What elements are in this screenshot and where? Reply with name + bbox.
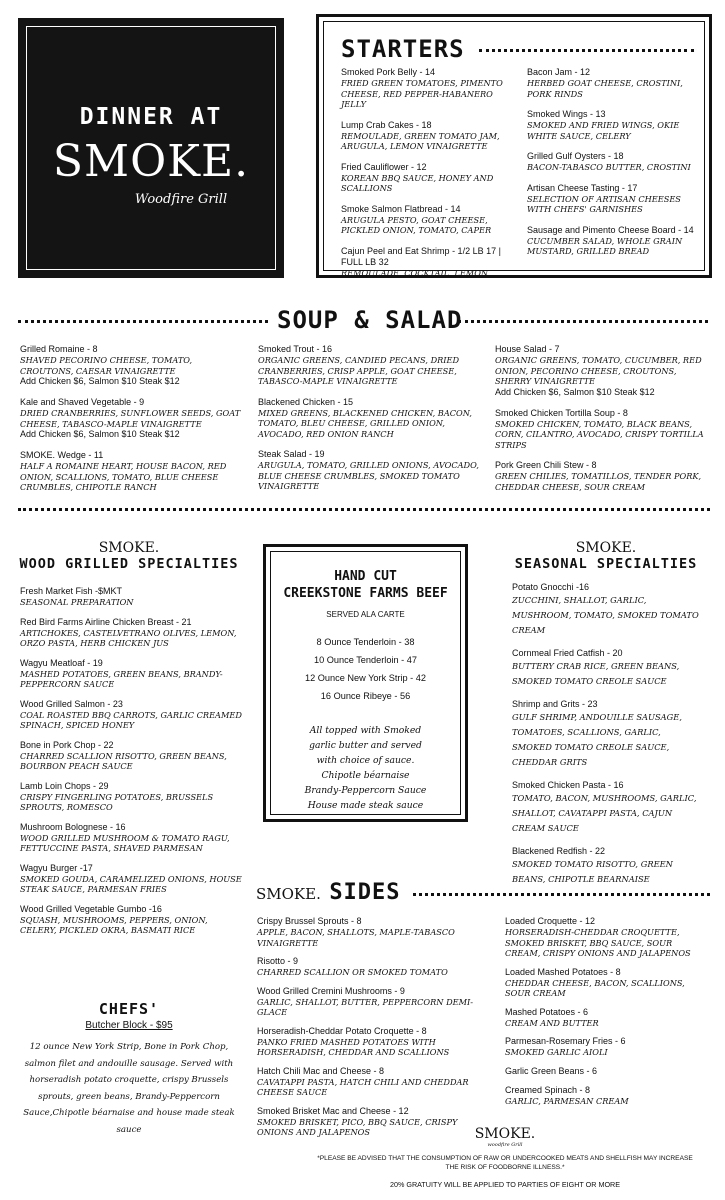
- menu-item-description: SHAVED PECORINO CHEESE, TOMATO, CROUTONS, CAESAR VINAIGRETTE: [20, 355, 193, 376]
- menu-item-name: Smoked Chicken Pasta - 16: [512, 780, 624, 790]
- menu-item: [527, 225, 697, 257]
- menu-item-description: CUCUMBER SALAD, WHOLE GRAIN MUSTARD, GRILLED BREAD: [527, 235, 683, 256]
- beef-note-line: All topped with Smoked: [309, 725, 422, 736]
- beef-title-2: CREEKSTONE FARMS BEEF: [283, 586, 448, 601]
- menu-item: [20, 781, 242, 813]
- seasonal-title: SEASONAL SPECIALTIES: [514, 556, 698, 572]
- sides-brand: SMOKE.: [256, 885, 321, 903]
- menu-item-description: MIXED GREENS, BLACKENED CHICKEN, BACON, TOMATO, BLEU CHEESE, GRILLED ONION, AVOCADO, RED ONION RANCH: [258, 407, 472, 439]
- menu-item-name: Red Bird Farms Airline Chicken Breast - 21: [20, 616, 192, 627]
- menu-item-name: Loaded Croquette - 12: [505, 916, 596, 926]
- footer: [300, 1126, 710, 1189]
- menu-item: [20, 658, 242, 690]
- menu-item: [257, 916, 487, 948]
- menu-item: [512, 846, 702, 887]
- chefs-subtitle: Butcher Block - $95: [85, 1020, 173, 1031]
- menu-item: [512, 648, 702, 689]
- menu-item-name: Smoke Salmon Flatbread - 14: [341, 203, 461, 214]
- menu-item-name: Wood Grilled Cremini Mushrooms - 9: [257, 985, 405, 996]
- menu-item-name: Bacon Jam - 12: [527, 67, 591, 77]
- menu-item-description: ORGANIC GREENS, TOMATO, CUCUMBER, RED ONION, PECORINO CHEESE, CROUTONS, SHERRY VINAIGRETTE: [495, 355, 702, 386]
- menu-item-description: BUTTERY CRAB RICE, GREEN BEANS, SMOKED TOMATO CREOLE SAUCE: [512, 661, 680, 686]
- menu-item: [257, 1026, 487, 1058]
- menu-item-name: Lump Crab Cakes - 18: [341, 119, 432, 130]
- beef-cut: 10 Ounce Tenderloin - 47: [313, 655, 417, 665]
- seasonal-header: [500, 540, 712, 572]
- menu-item-name: Smoked Brisket Mac and Cheese - 12: [257, 1105, 409, 1116]
- chefs-title: CHEFS': [98, 1000, 160, 1018]
- menu-item-description: GREEN CHILIES, TOMATILLOS, TENDER PORK, CHEDDAR CHEESE, SOUR CREAM: [495, 471, 702, 492]
- menu-item: [341, 162, 506, 194]
- menu-item: [505, 1066, 710, 1077]
- beef-served: SERVED ALA CARTE: [326, 610, 405, 619]
- menu-item-name: Fresh Market Fish -$MKT: [20, 586, 123, 596]
- beef-note-line: Chipotle béarnaise: [321, 770, 410, 781]
- starters-dots: [479, 49, 694, 52]
- menu-item-addons: Add Chicken $6, Salmon $10 Steak $12: [495, 386, 655, 397]
- menu-item-name: Smoked Pork Belly - 14: [341, 67, 436, 77]
- logo-dinner-at: DINNER AT: [79, 104, 223, 130]
- menu-item-name: Potato Gnocchi -16: [512, 582, 590, 592]
- menu-item-name: Crispy Brussel Sprouts - 8: [257, 916, 362, 926]
- menu-item: [527, 109, 697, 141]
- menu-item: [20, 822, 242, 854]
- menu-item-name: Fried Cauliflower - 12: [341, 161, 427, 172]
- soup-salad-column-1: [20, 344, 242, 503]
- menu-item-description: SMOKED AND FRIED WINGS, OKIE WHITE SAUCE, CELERY: [527, 120, 680, 141]
- menu-item-name: Grilled Romaine - 8: [20, 344, 98, 354]
- menu-item-description: GARLIC, PARMESAN CREAM: [505, 1095, 629, 1106]
- menu-item: [495, 460, 710, 492]
- sides-title: SIDES: [329, 880, 401, 905]
- menu-item-description: SMOKED TOMATO RISOTTO, GREEN BEANS, CHIPOTLE BEARNAISE: [512, 859, 673, 884]
- footer-brand: SMOKE.: [474, 1126, 536, 1142]
- menu-item-name: Horseradish-Cheddar Potato Croquette - 8: [257, 1025, 427, 1036]
- menu-item: [258, 397, 480, 440]
- menu-item-name: Blackened Redfish - 22: [512, 846, 606, 856]
- menu-item: [495, 344, 710, 398]
- menu-item-description: GARLIC, SHALLOT, BUTTER, PEPPERCORN DEMI-GLACE: [257, 996, 473, 1017]
- menu-item-description: WOOD GRILLED MUSHROOM & TOMATO RAGU, FETTUCCINE PASTA, SHAVED PARMESAN: [20, 832, 230, 853]
- seasonal-brand: SMOKE.: [575, 540, 637, 556]
- wood-grilled-list: [20, 586, 242, 945]
- sides-dots: [413, 893, 710, 896]
- starters-box: [316, 14, 712, 278]
- menu-item-name: Smoked Wings - 13: [527, 109, 606, 119]
- menu-item: [341, 120, 506, 152]
- menu-item-description: BACON-TABASCO BUTTER, CROSTINI: [527, 162, 691, 172]
- beef-cuts-list: [271, 633, 460, 705]
- menu-item-name: Sausage and Pimento Cheese Board - 14: [527, 224, 694, 235]
- menu-item-description: CHEDDAR CHEESE, BACON, SCALLIONS, SOUR CREAM: [505, 977, 685, 998]
- menu-item: [341, 246, 506, 279]
- menu-item-description: SEASONAL PREPARATION: [20, 597, 134, 607]
- chefs-description: 12 ounce New York Strip, Bone in Pork Chop, salmon filet and andouille sausage. Served with horseradish potato croquette, crispy Brussels sprouts, green beans, Brandy-Peppercorn Sauce,Chipotle béarnaise and house made steak sauce: [23, 1042, 235, 1135]
- menu-item: [512, 699, 702, 770]
- menu-item-description: SMOKED GOUDA, CARAMELIZED ONIONS, HOUSE STEAK SAUCE, PARMESAN FRIES: [20, 873, 242, 894]
- menu-item-name: Mashed Potatoes - 6: [505, 1006, 589, 1017]
- menu-item-description: SMOKED GARLIC AIOLI: [505, 1047, 608, 1057]
- menu-item-name: Lamb Loin Chops - 29: [20, 780, 109, 791]
- menu-item-name: Loaded Mashed Potatoes - 8: [505, 966, 621, 977]
- menu-item-description: CHARRED SCALLION RISOTTO, GREEN BEANS, BOURBON PEACH SAUCE: [20, 750, 227, 771]
- beef-cut: 12 Ounce New York Strip - 42: [304, 673, 427, 683]
- menu-item-name: Shrimp and Grits - 23: [512, 699, 598, 709]
- menu-item-name: Kale and Shaved Vegetable - 9: [20, 397, 145, 407]
- menu-item-name: Mushroom Bolognese - 16: [20, 821, 126, 832]
- menu-item: [20, 450, 242, 493]
- menu-item-name: Hatch Chili Mac and Cheese - 8: [257, 1065, 385, 1076]
- menu-item: [257, 986, 487, 1018]
- starters-left-column: [341, 67, 506, 288]
- menu-item-name: Cajun Peel and Eat Shrimp - 1/2 LB 17 | FULL LB 32: [341, 245, 501, 267]
- wood-grilled-title: WOOD GRILLED SPECIALTIES: [19, 556, 239, 572]
- menu-item-description: FRIED GREEN TOMATOES, PIMENTO CHEESE, RED PEPPER-HABANERO JELLY: [341, 78, 503, 109]
- menu-item: [512, 780, 702, 836]
- starters-right-column: [527, 67, 697, 267]
- menu-item-name: House Salad - 7: [495, 344, 560, 354]
- menu-item-name: Smoked Chicken Tortilla Soup - 8: [495, 407, 628, 418]
- menu-item-name: Creamed Spinach - 8: [505, 1084, 591, 1095]
- menu-item-description: HERBED GOAT CHEESE, CROSTINI, PORK RINDS: [527, 78, 683, 99]
- menu-item-description: CREAM AND BUTTER: [505, 1017, 599, 1028]
- menu-item: [20, 740, 242, 772]
- menu-item-description: REMOULADE, COCKTAIL, LEMON: [341, 267, 489, 278]
- menu-item-name: Garlic Green Beans - 6: [505, 1065, 598, 1076]
- menu-item-description: ZUCCHINI, SHALLOT, GARLIC, MUSHROOM, TOMATO, SMOKED TOMATO CREAM: [512, 595, 699, 635]
- menu-item-description: APPLE, BACON, SHALLOTS, MAPLE-TABASCO VINAIGRETTE: [257, 927, 455, 948]
- menu-item-description: ORGANIC GREENS, CANDIED PECANS, DRIED CRANBERRIES, CRISP APPLE, GOAT CHEESE, TABASCO-MAPLE VINAIGRETTE: [258, 355, 460, 386]
- logo-woodfire-grill: Woodfire Grill: [134, 192, 228, 207]
- soup-salad-column-3: [495, 344, 710, 502]
- section-divider-dots: [18, 508, 710, 511]
- menu-item: [505, 967, 710, 999]
- menu-item-description: ARTICHOKES, CASTELVETRANO OLIVES, LEMON, ORZO PASTA, HERB CHICKEN JUS: [20, 627, 237, 648]
- logo-smoke: SMOKE.: [52, 136, 250, 187]
- menu-item-name: Wood Grilled Salmon - 23: [20, 698, 123, 709]
- menu-item-name: SMOKE. Wedge - 11: [20, 450, 104, 460]
- footer-brand-sub: woodfire Grill: [487, 1142, 523, 1148]
- menu-item-name: Wood Grilled Vegetable Gumbo -16: [20, 903, 162, 914]
- menu-item: [527, 183, 697, 215]
- beef-inner-frame: [270, 551, 461, 815]
- footer-gratuity: 20% GRATUITY WILL BE APPLIED TO PARTIES OF EIGHT OR MORE: [389, 1180, 621, 1189]
- menu-item: [257, 956, 487, 978]
- menu-item: [257, 1066, 487, 1098]
- menu-item: [341, 204, 506, 236]
- menu-item: [341, 67, 506, 110]
- menu-item-description: HORSERADISH-CHEDDAR CROQUETTE, SMOKED BRISKET, BBQ SAUCE, SOUR CREAM, CRISPY ONIONS AND JALAPENOS: [505, 927, 691, 958]
- menu-item: [20, 904, 242, 936]
- beef-title-1: HAND CUT: [334, 569, 397, 584]
- soup-salad-column-2: [258, 344, 480, 502]
- menu-item-description: REMOULADE, GREEN TOMATO JAM, ARUGULA, LEMON VINAIGRETTE: [341, 130, 500, 151]
- menu-item-description: CAVATAPPI PASTA, HATCH CHILI AND CHEDDAR CHEESE SAUCE: [257, 1076, 469, 1097]
- menu-item-description: SQUASH, MUSHROOMS, PEPPERS, ONION, CELERY, PICKLED OKRA, BASMATI RICE: [20, 914, 208, 935]
- soup-dots-right: [458, 320, 708, 323]
- menu-item-name: Smoked Trout - 16: [258, 344, 333, 354]
- beef-note-line: with choice of sauce.: [316, 755, 415, 766]
- menu-item-description: TOMATO, BACON, MUSHROOMS, GARLIC, SHALLOT, CAVATAPPI PASTA, CAJUN CREAM SAUCE: [512, 793, 697, 833]
- menu-item-description: ARUGULA PESTO, GOAT CHEESE, PICKLED ONION, TOMATO, CAPER: [341, 214, 492, 235]
- menu-item: [505, 1036, 710, 1058]
- menu-item-name: Risotto - 9: [257, 956, 299, 966]
- wood-grilled-header: [18, 540, 240, 572]
- seasonal-list: [512, 582, 702, 897]
- menu-item-name: Pork Green Chili Stew - 8: [495, 460, 597, 470]
- menu-item: [505, 1085, 710, 1107]
- menu-item: [505, 1007, 710, 1029]
- menu-item-description: SELECTION OF ARTISAN CHEESES WITH CHEFS' GARNISHES: [527, 193, 681, 214]
- menu-item-name: Blackened Chicken - 15: [258, 396, 354, 407]
- menu-item-name: Wagyu Meatloaf - 19: [20, 657, 103, 668]
- menu-item: [527, 67, 697, 99]
- menu-item: [505, 916, 710, 959]
- beef-note-line: garlic butter and served: [309, 740, 422, 751]
- beef-note-line: Brandy-Peppercorn Sauce: [304, 785, 427, 796]
- menu-item-description: HALF A ROMAINE HEART, HOUSE BACON, RED ONION, SCALLIONS, TOMATO, BLUE CHEESE CRUMBLES, CHIPOTLE RANCH: [20, 461, 227, 492]
- chefs-block: [18, 1000, 240, 1138]
- sides-header: [256, 880, 401, 905]
- menu-item-description: SMOKED BRISKET, PICO, BBQ SAUCE, CRISPY ONIONS AND JALAPENOS: [257, 1116, 458, 1137]
- menu-item-description: ARUGULA, TOMATO, GRILLED ONIONS, AVOCADO, BLUE CHEESE CRUMBLES, SMOKED TOMATO VINAIGRETTE: [258, 460, 479, 491]
- menu-item-name: Wagyu Burger -17: [20, 862, 93, 873]
- beef-cut: 16 Ounce Ribeye - 56: [320, 691, 411, 701]
- menu-item-description: CHARRED SCALLION OR SMOKED TOMATO: [257, 967, 448, 977]
- footer-warning: *PLEASE BE ADVISED THAT THE CONSUMPTION OF RAW OR UNDERCOOKED MEATS AND SHELLFISH MAY INCREASE THE RISK OF FOODBORNE ILLNESS.*: [317, 1155, 693, 1171]
- menu-item-name: Grilled Gulf Oysters - 18: [527, 151, 624, 161]
- menu-item-name: Bone in Pork Chop - 22: [20, 739, 114, 750]
- soup-salad-title: SOUP & SALAD: [277, 306, 463, 334]
- beef-cut: 8 Ounce Tenderloin - 38: [316, 637, 415, 647]
- menu-item-description: PANKO FRIED MASHED POTATOES WITH HORSERADISH, CHEDDAR AND SCALLIONS: [257, 1036, 450, 1057]
- menu-item: [20, 586, 242, 608]
- menu-item: [495, 408, 710, 451]
- menu-item-description: SMOKED CHICKEN, TOMATO, BLACK BEANS, CORN, CILANTRO, AVOCADO, CRISPY TORTILLA STRIPS: [495, 418, 704, 450]
- menu-item-name: Parmesan-Rosemary Fries - 6: [505, 1036, 626, 1046]
- menu-item: [527, 151, 697, 173]
- menu-item: [512, 582, 702, 638]
- menu-item-name: Steak Salad - 19: [258, 449, 325, 459]
- menu-item-description: COAL ROASTED BBQ CARROTS, GARLIC CREAMED SPINACH, SPICED HONEY: [20, 709, 242, 730]
- menu-item-description: KOREAN BBQ SAUCE, HONEY AND SCALLIONS: [341, 172, 494, 193]
- sides-left-column: [257, 916, 487, 1146]
- soup-dots-left: [18, 320, 268, 323]
- menu-item: [20, 397, 242, 440]
- menu-item-addons: Add Chicken $6, Salmon $10 Steak $12: [20, 429, 180, 439]
- beef-box: [263, 544, 468, 822]
- sides-right-column: [505, 916, 710, 1114]
- menu-item-name: Artisan Cheese Tasting - 17: [527, 182, 638, 193]
- menu-item: [258, 449, 480, 492]
- starters-title: STARTERS: [341, 35, 465, 63]
- menu-item-description: DRIED CRANBERRIES, SUNFLOWER SEEDS, GOAT CHEESE, TABASCO-MAPLE VINAIGRETTE: [20, 408, 241, 429]
- beef-note-line: House made steak sauce: [307, 800, 424, 811]
- menu-item-description: MASHED POTATOES, GREEN BEANS, BRANDY-PEPPERCORN SAUCE: [20, 668, 223, 689]
- menu-item: [20, 699, 242, 731]
- menu-item: [20, 863, 242, 895]
- menu-item: [20, 344, 242, 387]
- logo-block: [18, 18, 284, 278]
- menu-item: [258, 344, 480, 387]
- menu-item-addons: Add Chicken $6, Salmon $10 Steak $12: [20, 376, 180, 386]
- menu-item-description: GULF SHRIMP, ANDOUILLE SAUSAGE, TOMATOES, SCALLIONS, GARLIC, SMOKED TOMATO CREOLE SAUCE, CHEDDAR GRITS: [512, 712, 682, 767]
- menu-item-name: Cornmeal Fried Catfish - 20: [512, 648, 623, 658]
- wood-grilled-brand: SMOKE.: [98, 540, 160, 556]
- menu-item-description: CRISPY FINGERLING POTATOES, BRUSSELS SPROUTS, ROMESCO: [20, 791, 214, 812]
- beef-note: [271, 723, 460, 813]
- menu-item: [20, 617, 242, 649]
